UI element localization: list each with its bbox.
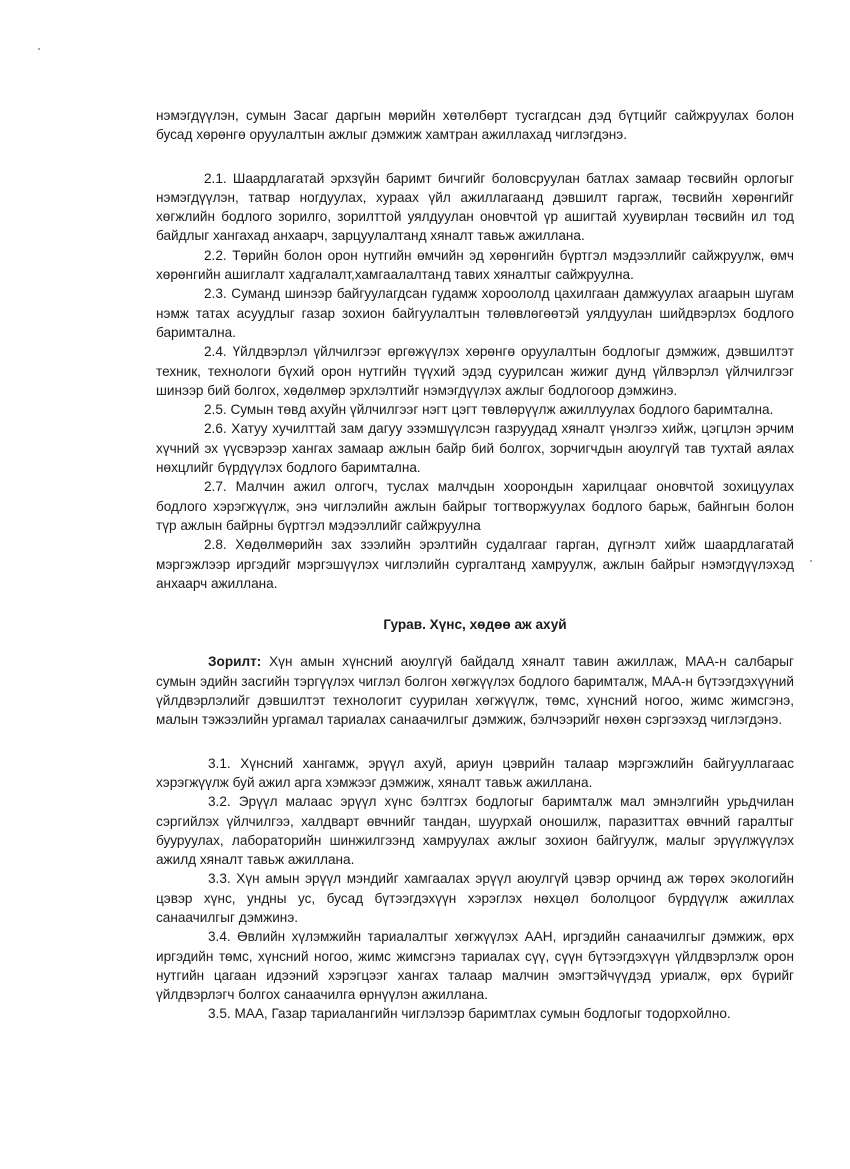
scan-speck <box>38 48 40 50</box>
clause-2-6: 2.6. Хатуу хучилттай зам дагуу эзэмшүүлсэн газруудад хяналт үнэлгээ хийж, цэгцлэн эрчим хүчний эх үүсвэрээр хангах замаар ажлын байр бий болгох, зорчигчдын аюулгүй тав тухтай аялах нөхцлийг бүрдүүлэх бодлого баримтална. <box>156 421 794 476</box>
clause-2-5: 2.5. Сумын төвд ахуйн үйлчилгээг нэгт цэгт төвлөрүүлж ажиллуулах бодлого баримтална. <box>204 402 774 418</box>
clause-2-2: 2.2. Төрийн болон орон нутгийн өмчийн эд хөрөнгийн бүртгэл мэдээллийг сайжруулж, өмч хөрөнгийн ашиглалт хадгалалт,хамгаалалтанд тавих хяналтыг сайжруулна. <box>156 247 794 283</box>
scan-speck <box>810 560 812 562</box>
clause-3-3: 3.3. Хүн амын эрүүл мэндийг хамгаалах эрүүл аюулгүй цэвэр орчинд аж төрөх экологийн цэвэр хүнс, ундны ус, бусад бүтээгдэхүүн хэрэглэх нөхцөл бололцоог бүрдүүлж ажиллах санаачилгыг дэмжинэ. <box>156 871 794 925</box>
clause-2-4: 2.4. Үйлдвэрлэл үйлчилгээг өргөжүүлэх хөрөнгө оруулалтын бодлогыг дэмжиж, дэвшилтэт техник, технологи бүхий орон нутгийн түүхий эдэд суурилсан жижиг дунд үйлвэрлэл үйлчилгээг шинээр бий болгох, хөдөлмөр эрхлэлтийг нэмэгдүүлэх ажлыг бодлогоор дэмжинэ. <box>156 344 794 398</box>
clause-2-1: 2.1. Шаардлагатай эрхзүйн баримт бичгийг боловсруулан батлах замаар төсвийн орлогыг нэмэгдүүлэн, татвар ногдуулах, хураах үйл ажиллагаанд дэвшилт гаргаж, төсвийн хөрөнгийг хөгжлийн бодлого зорилго, зорилттой уялдуулан оновчтой үр ашигтай хуувирлан төсвийн ил тод байдлыг хангахад анхаарч, зарцуулалтанд хяналт тавьж ажиллана. <box>156 170 794 244</box>
section-3-list <box>156 754 794 1024</box>
intro-paragraph: нэмэгдүүлэн, сумын Засаг даргын мөрийн хөтөлбөрт тусгагдсан дэд бүтцийг сайжруулах болон бусад хөрөнгө оруулалтын ажлыг дэмжиж хамтран ажиллахад чиглэгдэнэ. <box>156 108 794 143</box>
clause-2-7: 2.7. Малчин ажил олгогч, туслах малчдын хоорондын харилцааг оновчтой зохицуулах бодлого хэрэгжүүлж, энэ чиглэлийн ажлын байрыг тогтворжуулах бодлого барьж, байнгын болон түр ажлын байрны бүртгэл мэдээллийг сайжруулна <box>156 479 794 533</box>
objective-label: Зорилт: <box>208 654 262 670</box>
clause-3-1: 3.1. Хүнсний хангамж, эрүүл ахуй, ариун цэврийн талаар мэргэжлийн байгууллагаас хэрэгжүүлж буй ажил арга хэмжээг дэмжиж, хяналт тавьж ажиллана. <box>156 755 794 790</box>
section-3-heading: Гурав. Хүнс, хөдөө аж ахуй <box>383 617 567 633</box>
clause-3-2: 3.2. Эрүүл малаас эрүүл хүнс бэлтгэх бодлогыг баримталж мал эмнэлгийн урьдчилан сэргийлэх үйлчилгээ, халдварт өвчнийг тандан, шуурхай оношилж, паразиттах өвчний гаралтыг бууруулах, лабораторийн шинжилгээнд хамруулах ажлыг зохион байгуулж, малыг эрүүлжүүлэх ажилд хяналт тавьж ажиллана. <box>156 794 794 868</box>
section-2-list <box>156 169 794 594</box>
clause-2-8: 2.8. Хөдөлмөрийн зах зээлийн эрэлтийн судалгааг гарган, дүгнэлт хийж шаардлагатай мэргэжлээр иргэдийг мэргэшүүлэх чиглэлийн сургалтанд хамруулж, ажлын байрыг нэмэгдүүлэхэд анхаарч ажиллана. <box>156 537 794 591</box>
objective-text: Хүн амын хүнсний аюулгүй байдалд хяналт тавин ажиллаж, МАА-н салбарыг сумын эдийн засгийн тэргүүлэх чиглэл болгон хөгжүүлэх бодлого баримталж, МАА-н бүтээгдэхүүний үйлдвэрлэлийг дэвшилтэт технологит суурилан хөгжүүлж, төмс, хүнсний ногоо, жимс жимсгэнэ, малын тэжээлийн ургамал тариалах санаачилгыг дэмжиж, бэлчээрийг нөхөн сэргээхэд чиглэгдэнэ. <box>156 654 794 728</box>
clause-3-5: 3.5. МАА, Газар тариалангийн чиглэлээр баримтлах сумын бодлогыг тодорхойлно. <box>208 1006 731 1022</box>
clause-3-4: 3.4. Өвлийн хүлэмжийн тариалалтыг хөгжүүлэх ААН, иргэдийн санаачилгыг дэмжиж, өрх иргэдийн төмс, хүнсний ногоо, жимс жимсгэнэ тариалах сүү, сүүн бүтээгдэхүүн үйлдвэрлэлж орон нутгийн цагаан идээний хэрэгцээг хангах талаар малчин эмэгтэйчүүдэд уриалж, өрх бүрийг үйлдвэрлэгч болгох санаачилга өрнүүлэн ажиллана. <box>156 929 794 1003</box>
objective-paragraph <box>156 652 794 729</box>
clause-2-3: 2.3. Суманд шинээр байгуулагдсан гудамж хороололд цахилгаан дамжуулах агаарын шугам нэмж татах асуудлыг газар зохион байгуулалтын төлөвлөгөөтэй уялдуулан шийдвэрлэх бодлого баримтална. <box>156 286 794 340</box>
